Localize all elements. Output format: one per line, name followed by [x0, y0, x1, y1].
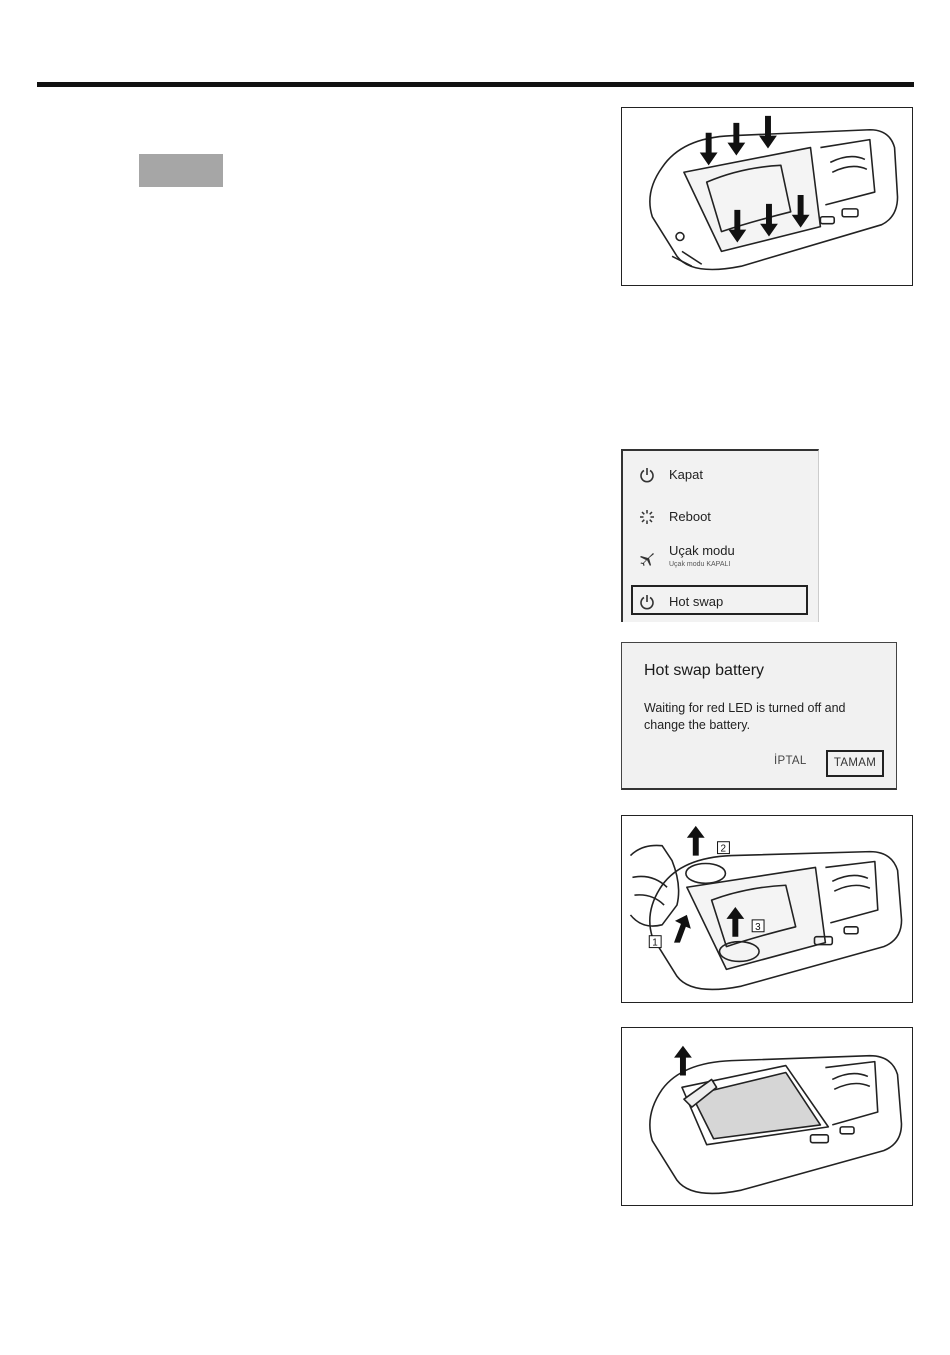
- figure-press-cover: [621, 107, 913, 286]
- step-label-3: 3: [755, 921, 761, 933]
- menu-item-hot-swap[interactable]: [623, 588, 818, 618]
- dialog-title: Hot swap battery: [644, 662, 765, 679]
- step-label-2: 2: [720, 843, 726, 855]
- menu-item-label: Kapat: [669, 467, 703, 482]
- device-remove-cover-illustration: [622, 816, 912, 1002]
- menu-item-sublabel: Uçak modu KAPALI: [669, 561, 731, 568]
- airplane-icon: [639, 551, 655, 567]
- power-icon: [639, 467, 655, 483]
- menu-item-label: Uçak modu: [669, 543, 735, 558]
- figure-remove-battery: [621, 1027, 913, 1206]
- menu-item-reboot[interactable]: [623, 503, 818, 533]
- power-menu-screenshot: [621, 449, 819, 622]
- device-remove-battery-illustration: [622, 1028, 912, 1205]
- lift-arrow: [674, 1046, 692, 1076]
- menu-item-label: Reboot: [669, 509, 711, 524]
- header-rule: [37, 82, 914, 87]
- step-label-1: 1: [652, 937, 658, 949]
- power-icon: [639, 594, 655, 610]
- menu-item-label: Hot swap: [669, 594, 724, 609]
- menu-item-airplane-mode[interactable]: [623, 541, 818, 575]
- cancel-button[interactable]: İPTAL: [774, 755, 807, 767]
- hot-swap-dialog-screenshot: [621, 642, 897, 790]
- reboot-icon: [639, 509, 655, 525]
- menu-item-power-off[interactable]: [623, 461, 818, 491]
- ok-button[interactable]: TAMAM: [826, 750, 884, 777]
- note-label-box: [139, 154, 223, 187]
- dialog-message: Waiting for red LED is turned off and change the battery.: [644, 701, 846, 732]
- figure-remove-cover: [621, 815, 913, 1003]
- device-press-cover-illustration: [622, 108, 912, 285]
